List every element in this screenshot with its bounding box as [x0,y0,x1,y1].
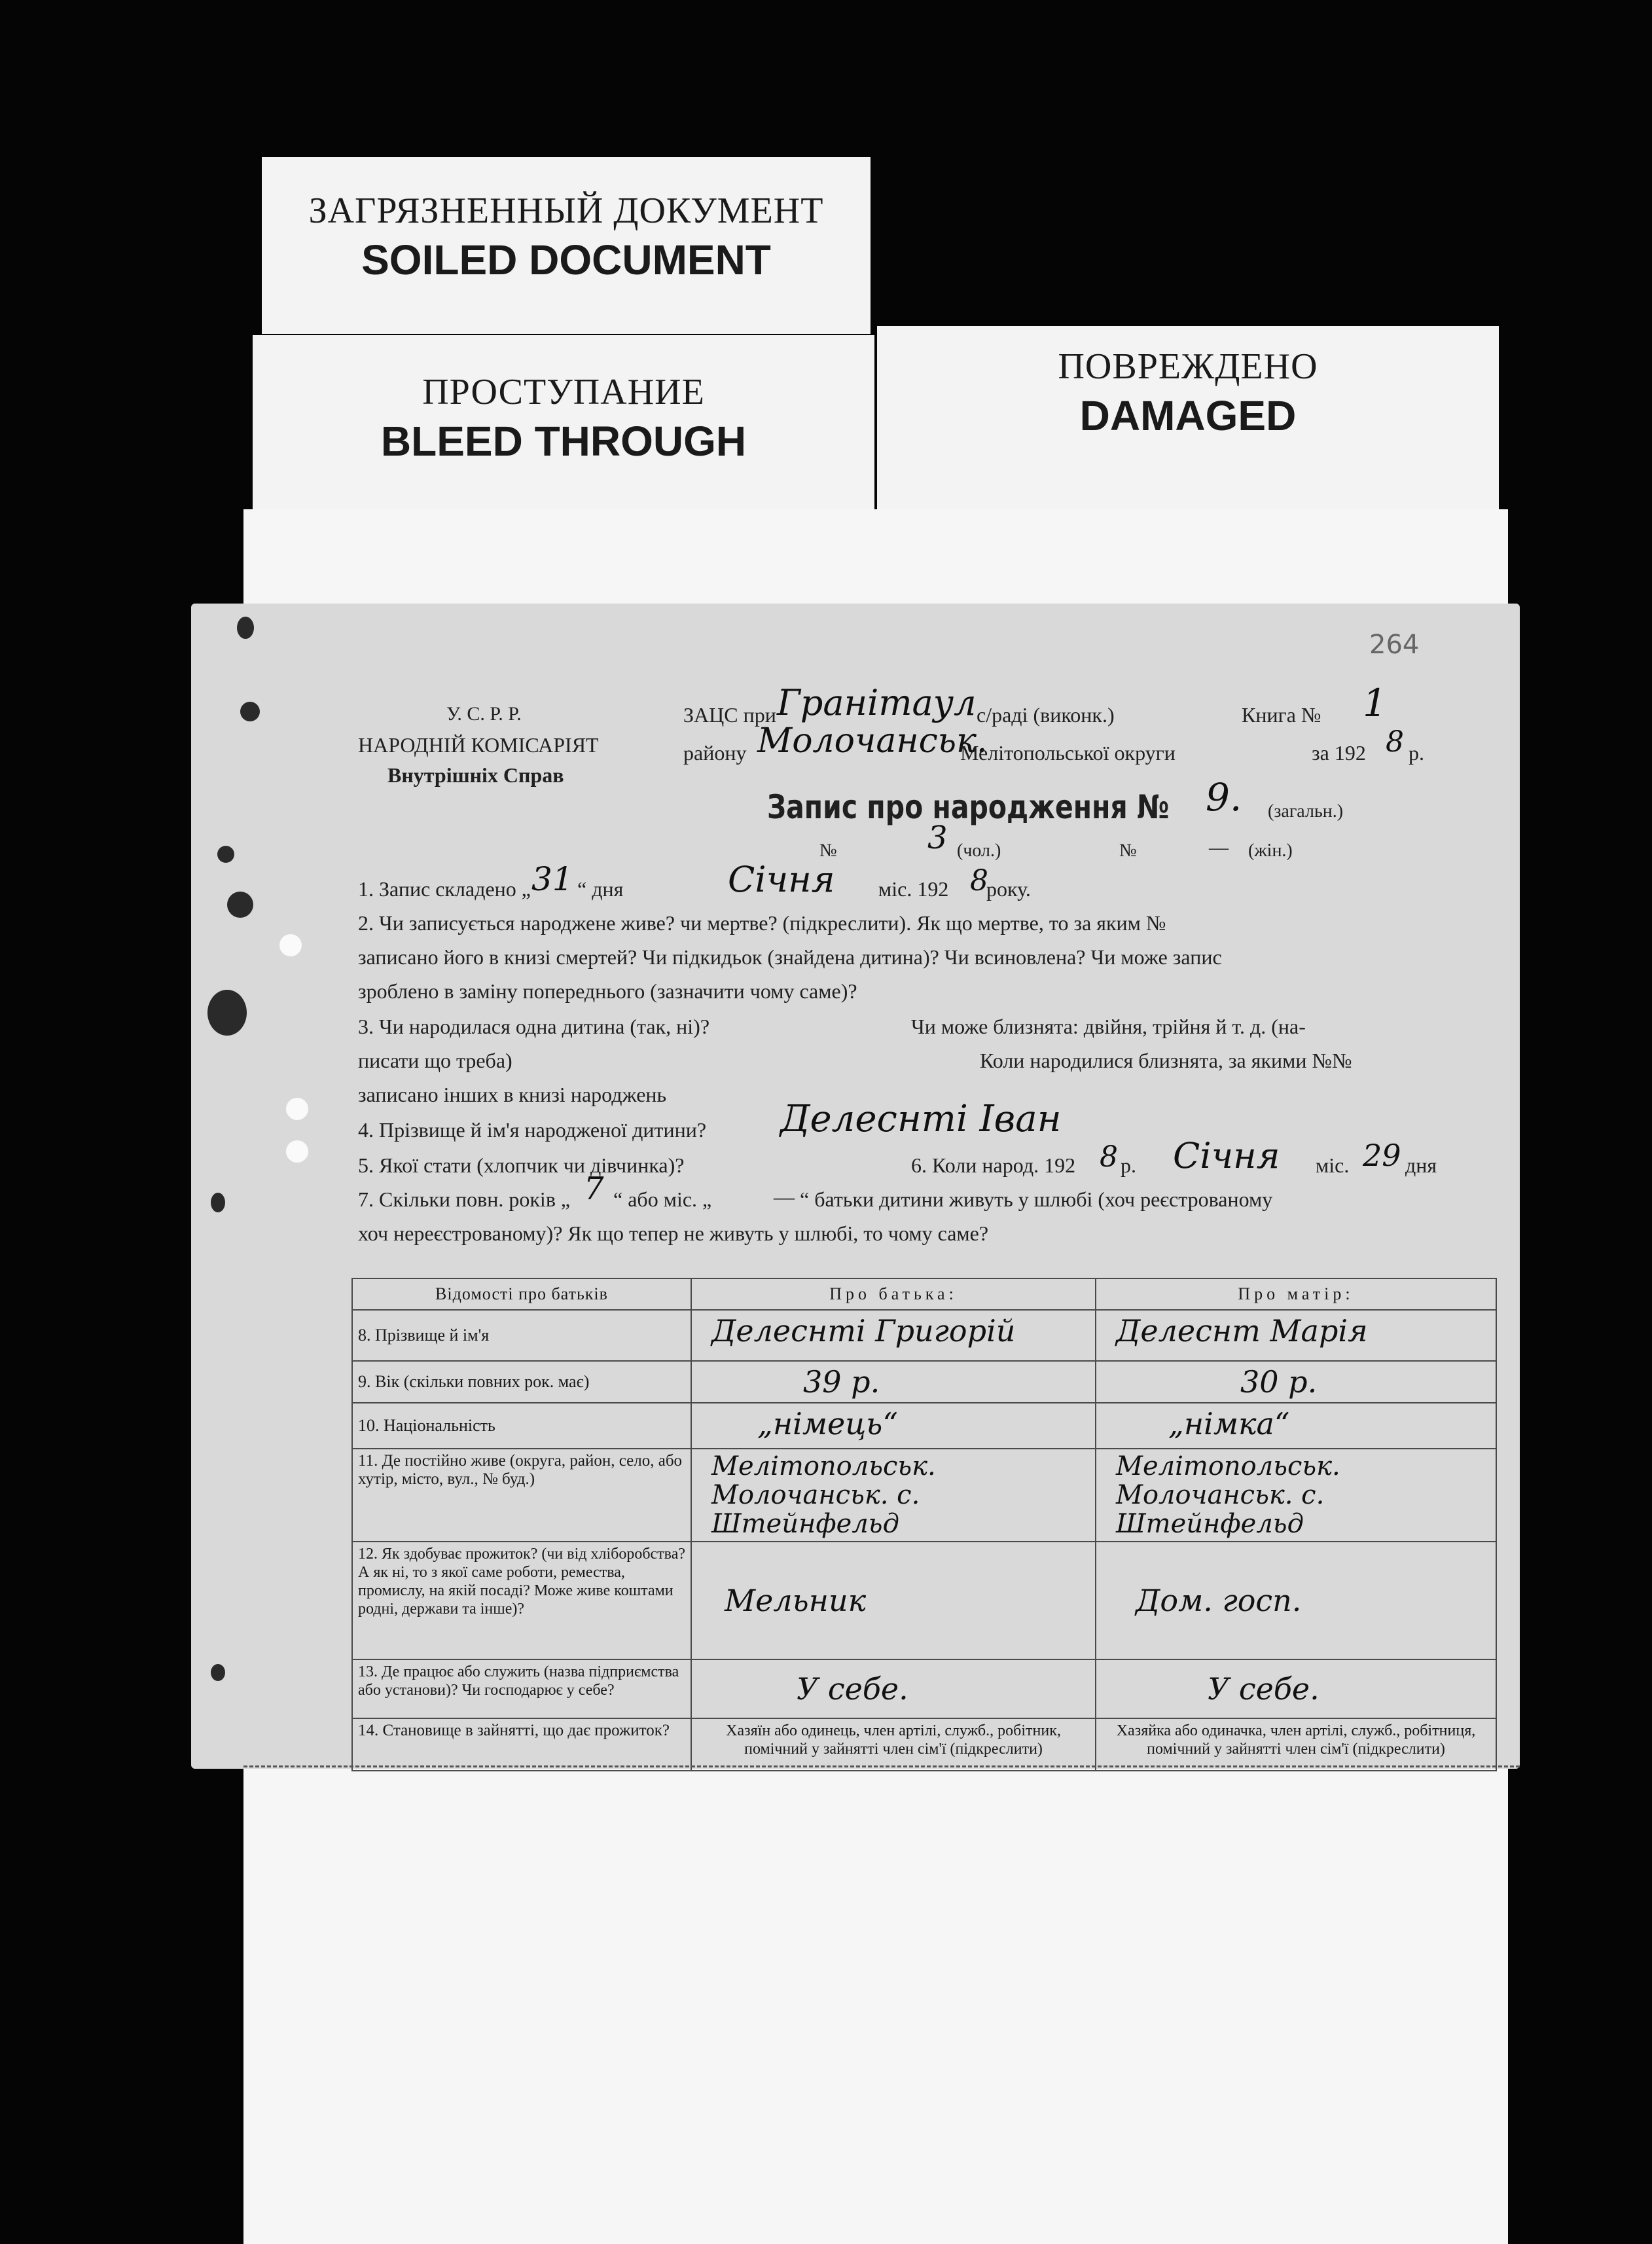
bleed-through-label [253,335,874,512]
line1-c: міс. 192 [878,877,949,901]
table-row [352,1659,1496,1718]
male-suffix: (чол.) [957,841,1001,861]
line6-year: 8 [1100,1140,1118,1174]
punch-hole [286,1098,308,1120]
father-value: „німець“ [691,1403,1096,1449]
line6-day: 29 [1363,1138,1401,1173]
line1-month: Січня [728,859,835,900]
zags-village: Гранітаул [777,682,977,723]
zags-suffix: с/раді (виконк.) [977,703,1115,727]
ink-blot [217,846,234,863]
page-number: 264 [1369,630,1420,660]
father-value: Мелітопольськ. Молочанськ. с. Штейнфельд [691,1449,1096,1542]
book-number: 1 [1363,681,1387,725]
table-row [352,1449,1496,1542]
table-row [352,1542,1496,1659]
row-label: 9. Вік (скільки повних рок. має) [352,1361,691,1403]
line3e: записано інших в книзі народжень [358,1083,667,1106]
line2: 2. Чи записується народжене живе? чи мертве? (підкреслити). Як що мертве, то за яким № [358,911,1166,935]
father-value: Мельник [691,1542,1096,1659]
ink-blot [227,892,253,918]
birth-record-card [191,604,1520,1769]
parents-table [351,1278,1497,1771]
female-suffix: (жін.) [1248,841,1293,861]
row-label: 14. Становище в зайнятті, що дає прожиток? [352,1718,691,1771]
mother-value: Мелітопольськ. Молочанськ. с. Штейнфельд [1096,1449,1496,1542]
line6-month: Січня [1173,1135,1280,1176]
book-label: Книга № [1242,703,1321,727]
record-general: (загальн.) [1268,801,1344,822]
ink-blot [211,1664,225,1681]
female-number: — [1209,837,1229,858]
father-value: Хазяїн або одинець, член артілі, служб., робітник, помічний у зайнятті член сім'ї (підкреслити) [691,1718,1096,1771]
mother-value: „німка“ [1096,1403,1496,1449]
child-name: Делеснтi Іван [780,1098,1062,1140]
line6-b: р. [1121,1153,1136,1177]
male-no-label: № [819,841,837,861]
district-name: Молочанськ. [757,721,988,761]
line3c: писати що треба) [358,1049,512,1072]
father-value: 39 р. [691,1361,1096,1403]
line1-a: 1. Запис складено „ [358,877,531,901]
mother-value: Делеснт Марія [1096,1310,1496,1361]
line6-c: міс. [1316,1153,1350,1177]
row-label: 10. Національність [352,1403,691,1449]
soiled-label-en: SOILED DOCUMENT [361,236,771,283]
soiled-label-ru: ЗАГРЯЗНЕННЫЙ ДОКУМЕНТ [308,190,824,231]
father-value: У себе. [691,1659,1096,1718]
year-prefix: за 192 [1312,741,1366,765]
table-row [352,1310,1496,1361]
mother-value: Дом. госп. [1096,1542,1496,1659]
year-suffix: р. [1409,741,1424,765]
male-number: 3 [927,820,948,856]
tear-line [243,1765,1520,1767]
mother-value: У себе. [1096,1659,1496,1718]
table-header-row [352,1278,1496,1310]
line7-years: 7 [584,1170,604,1207]
father-value: Делеснтi Григорій [691,1310,1096,1361]
table-row [352,1361,1496,1403]
punch-hole [279,934,302,956]
district-suffix: Мелітопольської округи [960,741,1176,765]
line1-day: 31 [531,860,573,898]
line7-months: — [774,1185,795,1208]
female-no-label: № [1119,841,1137,861]
table-row [352,1718,1496,1771]
line4: 4. Прізвище й ім'я народженої дитини? [358,1118,707,1142]
ink-blot [240,702,260,721]
line3d: Коли народилися близнята, за якими №№ [980,1049,1352,1072]
line5: 5. Якої стати (хлопчик чи дівчинка)? [358,1153,685,1177]
line1-b: “ дня [577,877,624,901]
row-label: 11. Де постійно живе (округа, район, село, або хутір, місто, вул., № буд.) [352,1449,691,1542]
damaged-label [877,326,1499,509]
bleed-label-en: BLEED THROUGH [380,418,747,465]
table-header-info: Відомості про батьків [352,1278,691,1310]
table-header-mother: Про матір: [1096,1278,1496,1310]
record-title: Запис про народження № [767,788,1170,826]
damaged-label-ru: ПОВРЕЖДЕНО [1058,346,1318,387]
punch-hole [286,1140,308,1163]
ink-blot [237,617,254,639]
line7: 7. Скільки повн. років „ [358,1187,571,1211]
district-prefix: району [683,741,747,765]
record-number: 9. [1206,775,1242,820]
ink-blot [207,990,247,1036]
mother-value: Хазяйка або одиначка, член артілі, служб., робітниця, помічний у зайнятті член сім'ї (підкреслити) [1096,1718,1496,1771]
internal-affairs-heading: Внутрішніх Справ [387,763,564,787]
line3b: Чи може близнята: двійня, трійня й т. д. (на- [911,1015,1306,1038]
line7-b: “ або міс. „ [613,1187,712,1211]
commissariat-heading: НАРОДНІЙ КОМІСАРІЯТ [358,733,599,757]
bleed-label-ru: ПРОСТУПАНИЕ [422,372,705,412]
table-header-father: Про батька: [691,1278,1096,1310]
line7d: хоч нереєстрованому)? Як що тепер не живуть у шлюбі, то чому саме? [358,1222,989,1245]
row-label: 12. Як здобуває прожиток? (чи від хліборобства? А як ні, то з якої саме роботи, ремества, промислу, на якій посаді? Може живе коштами родні, держави та інше)? [352,1542,691,1659]
line3: 3. Чи народилася одна дитина (так, ні)? [358,1015,710,1038]
line1-year: 8 [970,864,988,897]
line2c: зроблено в заміну попереднього (зазначити чому саме)? [358,979,857,1003]
line6-d: дня [1405,1153,1437,1177]
mother-value: 30 р. [1096,1361,1496,1403]
line2b: записано його в книзі смертей? Чи підкидьок (знайдена дитина)? Чи всиновлена? Чи може запис [358,945,1222,969]
row-label: 8. Прізвище й ім'я [352,1310,691,1361]
line7-c: “ батьки дитини живуть у шлюбі (хоч реєстрованому [800,1187,1273,1211]
line6: 6. Коли народ. 192 [911,1153,1076,1177]
row-label: 13. Де працює або служить (назва підприємства або установи)? Чи господарює у себе? [352,1659,691,1718]
ussr-heading: У. С. Р. Р. [446,703,522,725]
zags-prefix: ЗАЦС при [683,703,776,727]
ink-blot [211,1193,225,1212]
soiled-document-label [262,157,871,334]
line1-d: року. [986,877,1031,901]
damaged-label-en: DAMAGED [1079,392,1297,439]
year-digit: 8 [1386,725,1404,759]
table-row [352,1403,1496,1449]
